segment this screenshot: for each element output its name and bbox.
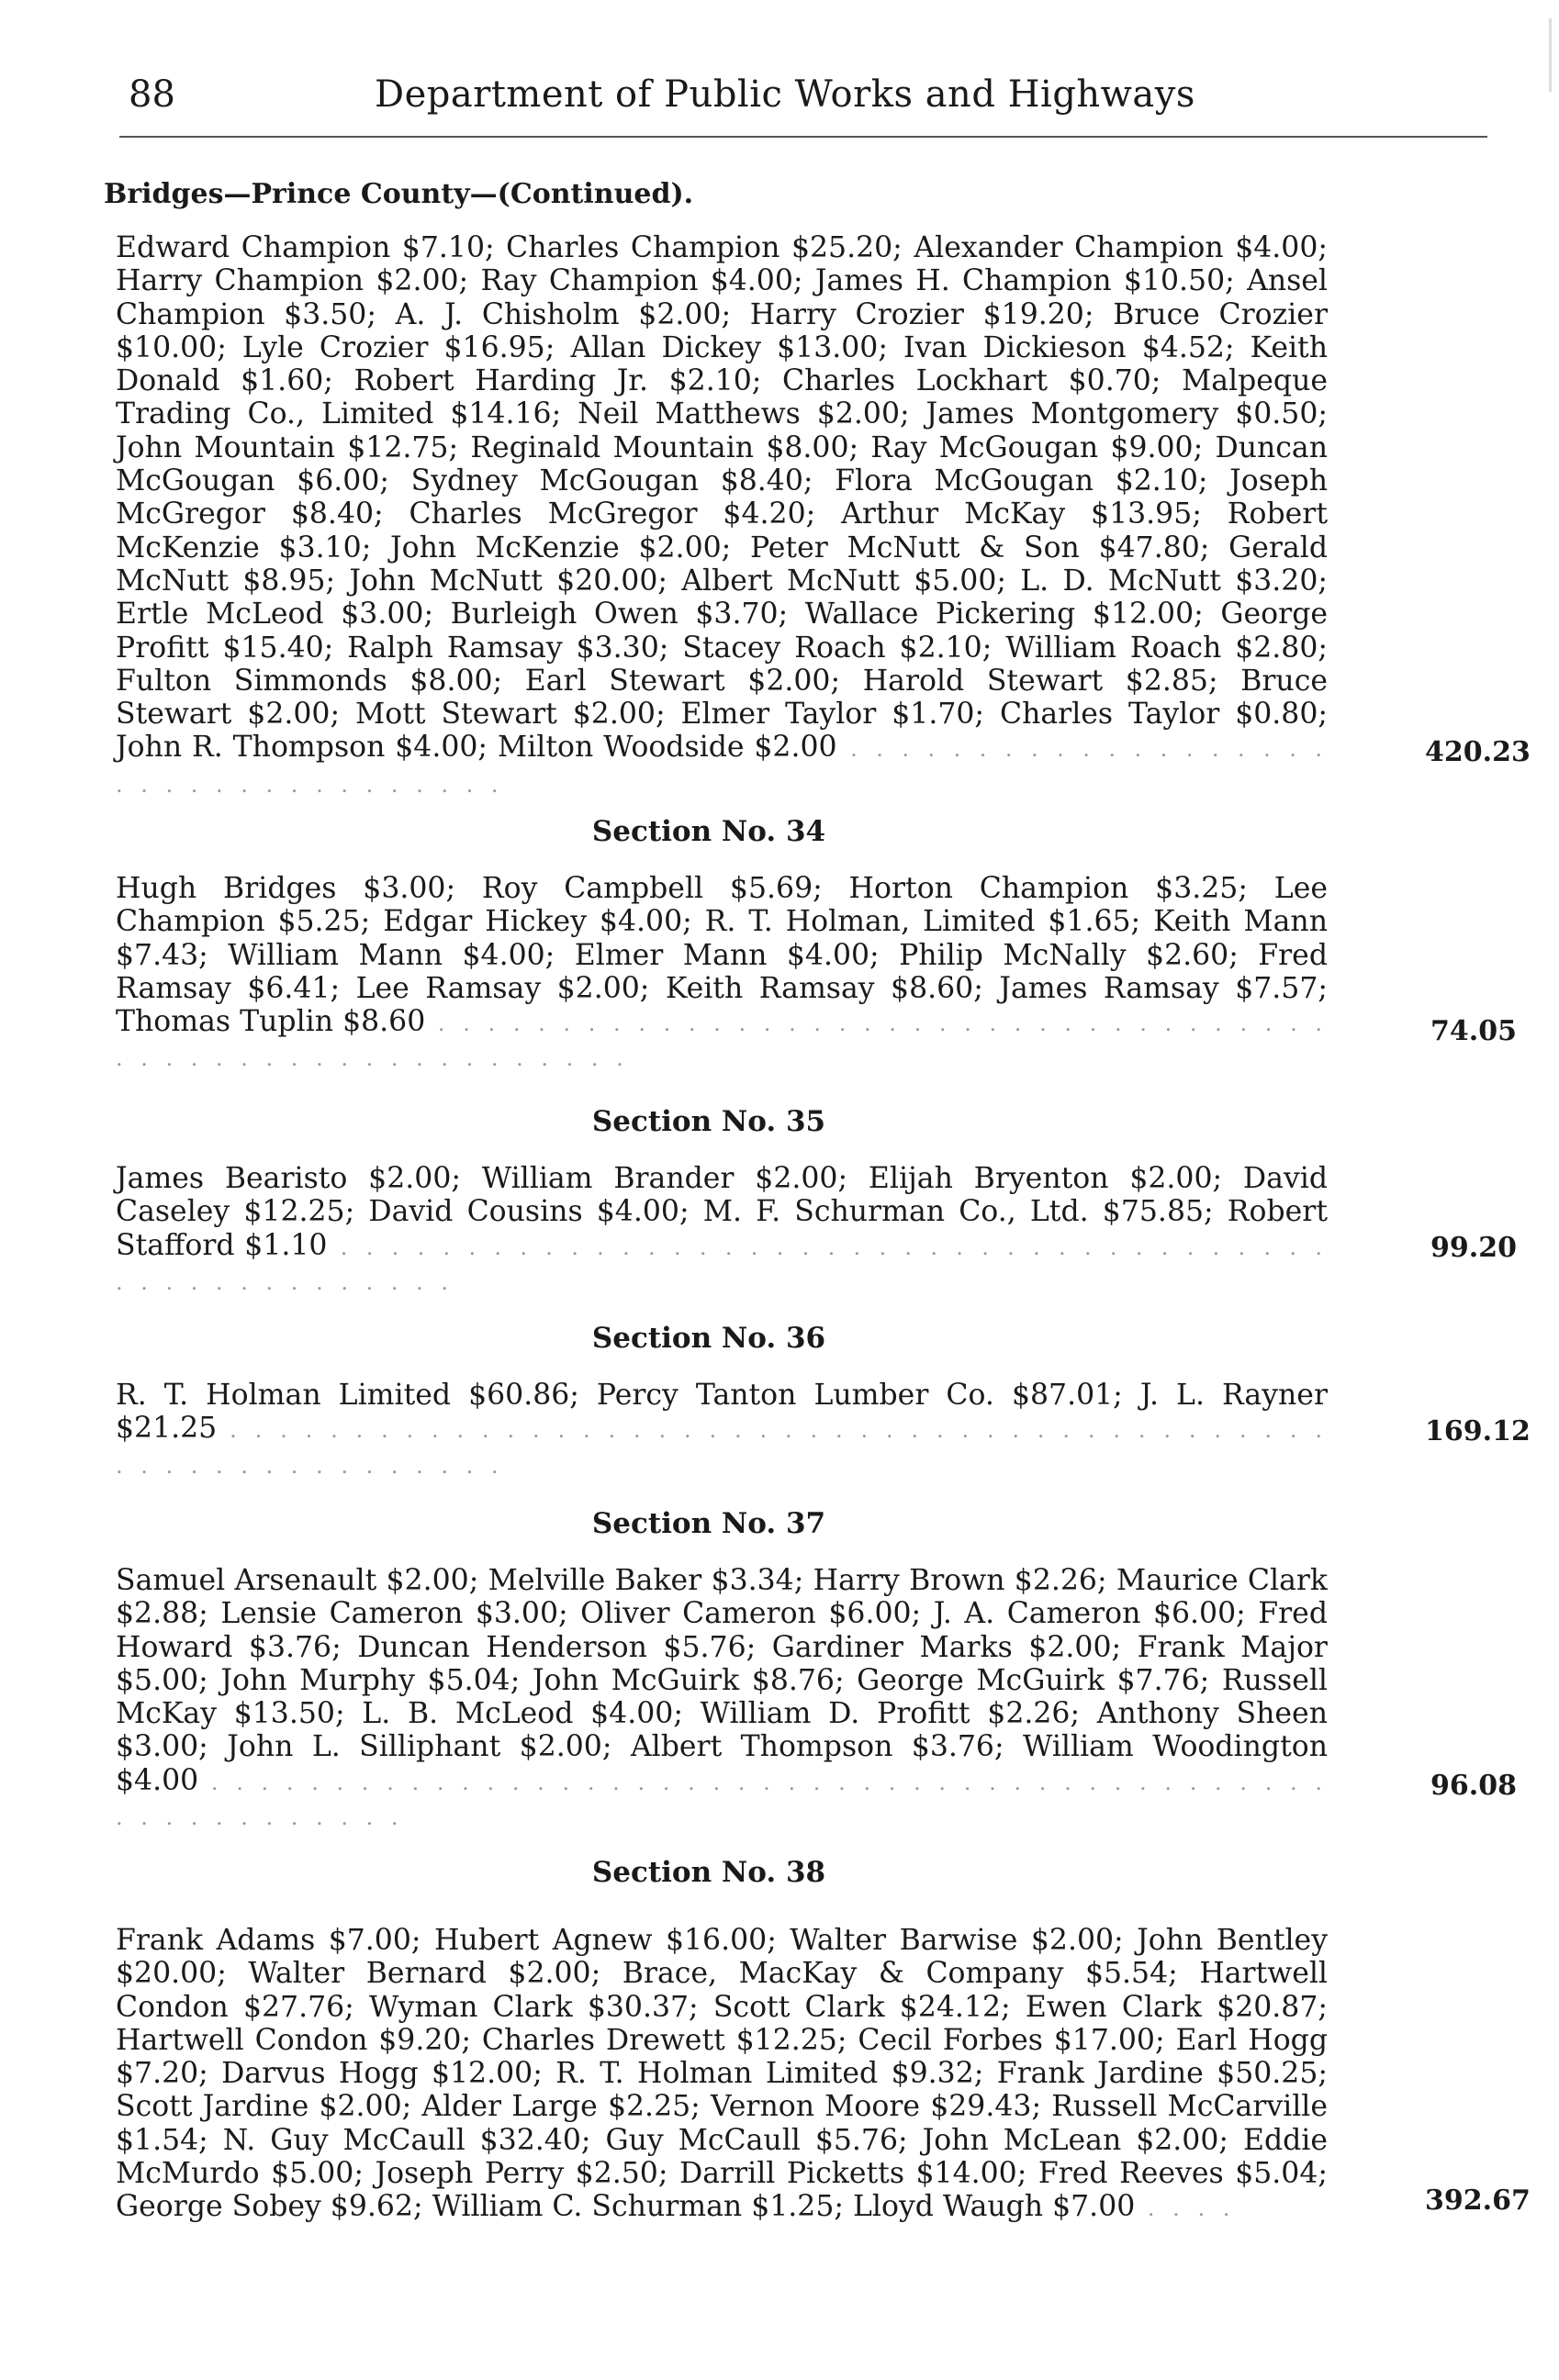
entries-text: R. T. Holman Limited $60.86; Percy Tanton Lumber Co. $87.01; J. L. Rayner $21.25: [116, 1379, 1328, 1446]
section-total: 420.23: [1425, 736, 1531, 768]
page-number: 88: [129, 73, 175, 116]
section-title: Section No. 38: [591, 1856, 826, 1889]
page-edge-mark: [1549, 18, 1552, 92]
dot-leader: . . . . . . . . . . . . . . . . . . . . . . . . . . . . . . . . . . .: [116, 736, 1328, 798]
section-title: Section No. 35: [591, 1105, 826, 1138]
page-header: [129, 73, 1497, 127]
section-total: 74.05: [1430, 1015, 1517, 1047]
section-entries: [116, 1379, 1328, 1482]
section-entries: [116, 231, 1328, 801]
section-title: Section No. 37: [591, 1507, 826, 1540]
section-total: 392.67: [1425, 2184, 1531, 2217]
dot-leader: . . . . . . . . . . . . . . . . . . . . . . . . . . . . . . . . . . . . . . . . . . . . . . . . . . . . . . . . .: [116, 1011, 1328, 1072]
entries-text: Samuel Arsenault $2.00; Melville Baker $3.34; Harry Brown $2.26; Maurice Clark $2.88; Lensie Cameron $3.00; Oliver Cameron $6.00; J. A. Cameron $6.00; Fred Howard $3.76; Duncan Henderson $5.76; Gardiner Marks $2.00; Frank Major $5.00; John Murphy $5.04; John McGuirk $8.76; George McGuirk $7.76; Russell McKay $13.50; L. B. McLeod $4.00; William D. Profitt $2.26; Anthony Sheen $3.00; John L. Silliphant $2.00; Albert Thompson $3.76; William Woodington $4.00: [116, 1564, 1328, 1797]
running-title: Department of Public Works and Highways: [375, 73, 1195, 116]
entries-text: Frank Adams $7.00; Hubert Agnew $16.00; Walter Barwise $2.00; John Bentley $20.00; Walter Bernard $2.00; Brace, MacKay & Company $5.54; Hartwell Condon $27.76; Wyman Clark $30.37; Scott Clark $24.12; Ewen Clark $20.87; Hartwell Condon $9.20; Charles Drewett $12.25; Cecil Forbes $17.00; Earl Hogg $7.20; Darvus Hogg $12.00; R. T. Holman Limited $9.32; Frank Jardine $50.25; Scott Jardine $2.00; Alder Large $2.25; Vernon Moore $29.43; Russell McCarville $1.54; N. Guy McCaull $32.40; Guy McCaull $5.76; John McLean $2.00; Eddie McMurdo $5.00; Joseph Perry $2.50; Darrill Picketts $14.00; Fred Reeves $5.04; George Sobey $9.62; William C. Schurman $1.25; Lloyd Waugh $7.00: [116, 1924, 1328, 2224]
section-total: 99.20: [1430, 1232, 1517, 1264]
section-title: Section No. 34: [591, 815, 826, 848]
dot-leader: . . . .: [1135, 2196, 1236, 2222]
header-rule: [119, 136, 1487, 138]
continued-heading: Bridges—Prince County—(Continued).: [104, 178, 694, 210]
entries-text: Edward Champion $7.10; Charles Champion $25.20; Alexander Champion $4.00; Harry Champion $2.00; Ray Champion $4.00; James H. Champion $10.50; Ansel Champion $3.50; A. J. Chisholm $2.00; Harry Crozier $19.20; Bruce Crozier $10.00; Lyle Crozier $16.95; Allan Dickey $13.00; Ivan Dickieson $4.52; Keith Donald $1.60; Robert Harding Jr. $2.10; Charles Lockhart $0.70; Malpeque Trading Co., Limited $14.16; Neil Matthews $2.00; James Montgomery $0.50; John Mountain $12.75; Reginald Mountain $8.00; Ray McGougan $9.00; Duncan McGougan $6.00; Sydney McGougan $8.40; Flora McGougan $2.10; Joseph McGregor $8.40; Charles McGregor $4.20; Arthur McKay $13.95; Robert McKenzie $3.10; John McKenzie $2.00; Peter McNutt & Son $47.80; Gerald McNutt $8.95; John McNutt $20.00; Albert McNutt $5.00; L. D. McNutt $3.20; Ertle McLeod $3.00; Burleigh Owen $3.70; Wallace Pickering $12.00; George Profitt $15.40; Ralph Ramsay $3.30; Stacey Roach $2.10; William Roach $2.80; Fulton Simmonds $8.00; Earl Stewart $2.00; Harold Stewart $2.85; Bruce Stewart $2.00; Mott Stewart $2.00; Elmer Taylor $1.70; Charles Taylor $0.80; John R. Thompson $4.00; Milton Woodside $2.00: [116, 231, 1328, 765]
section-total: 169.12: [1425, 1415, 1531, 1447]
section-entries: [116, 1162, 1328, 1299]
section-title: Section No. 36: [591, 1322, 826, 1355]
section-total: 96.08: [1430, 1770, 1517, 1802]
dot-leader: . . . . . . . . . . . . . . . . . . . . . . . . . . . . . . . . . . . . . . . . . . . . . . . . . . . . .: [116, 1234, 1329, 1295]
entries-text: James Bearisto $2.00; William Brander $2.00; Elijah Bryenton $2.00; David Caseley $12.25; David Cousins $4.00; M. F. Schurman Co., Ltd. $75.85; Robert Stafford $1.10: [116, 1162, 1328, 1262]
section-entries: [116, 1564, 1328, 1834]
dot-leader: . . . . . . . . . . . . . . . . . . . . . . . . . . . . . . . . . . . . . . . . . . . . . . . . . . . . . . . . . . . .: [116, 1417, 1328, 1479]
dot-leader: . . . . . . . . . . . . . . . . . . . . . . . . . . . . . . . . . . . . . . . . . . . . . . . . . . . . . . . . .: [116, 1769, 1328, 1831]
section-entries: [116, 1924, 1328, 2226]
entries-text: Hugh Bridges $3.00; Roy Campbell $5.69; Horton Champion $3.25; Lee Champion $5.25; Edgar Hickey $4.00; R. T. Holman, Limited $1.65; Keith Mann $7.43; William Mann $4.00; Elmer Mann $4.00; Philip McNally $2.60; Fred Ramsay $6.41; Lee Ramsay $2.00; Keith Ramsay $8.60; James Ramsay $7.57; Thomas Tuplin $8.60: [116, 872, 1328, 1039]
section-entries: [116, 872, 1328, 1076]
